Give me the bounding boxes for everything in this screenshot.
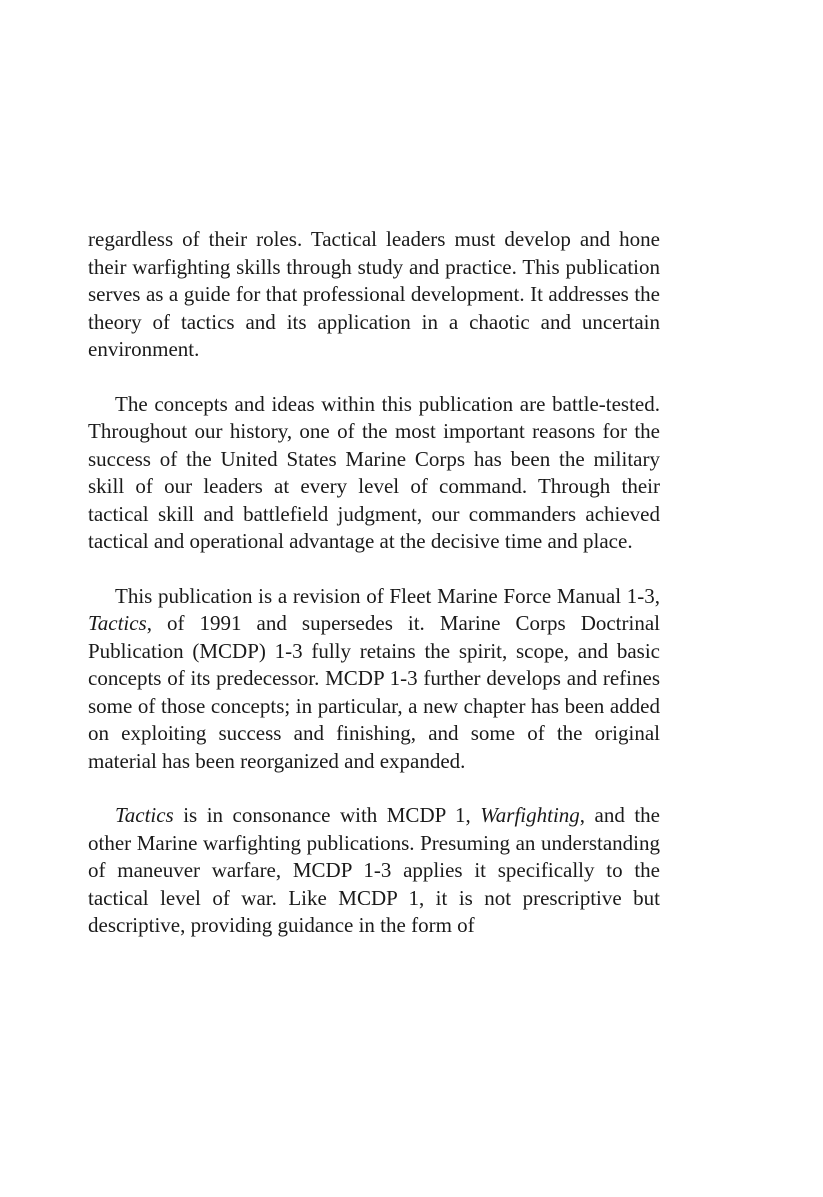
paragraph-4-title-tactics: Tactics <box>115 803 174 827</box>
body-text <box>88 226 660 940</box>
paragraph-2 <box>88 391 660 556</box>
paragraph-1-run-1: regardless of their roles. Tactical leaders must develop and hone their warfighting skills through study and practice. This publication serves as a guide for that professional development. It addresses the theory of tactics and its application in a chaotic and uncertain environment. <box>88 227 660 361</box>
paragraph-2-run-1: The concepts and ideas within this publication are battle-tested. Throughout our history, one of the most important reasons for the success of the United States Marine Corps has been the military skill of our leaders at every level of command. Through their tactical skill and battlefield judgment, our commanders achieved tactical and operational advantage at the decisive time and place. <box>88 391 660 553</box>
paragraph-4-run-4: , and the other Marine warfighting publications. Presuming an understanding of maneuver warfare, MCDP 1-3 applies it specifically to the tactical level of war. Like MCDP 1, it is not prescriptive but descriptive, providing guidance in the form of <box>88 803 660 937</box>
paragraph-4 <box>88 802 660 940</box>
paragraph-3-run-1: This publication is a revision of Fleet Marine Force Manual 1-3, <box>115 583 660 608</box>
paragraph-3-run-3: , of 1991 and supersedes it. Marine Corps Doctrinal Publication (MCDP) 1-3 fully retains the spirit, scope, and basic concepts of its predecessor. MCDP 1-3 further develops and refines some of those concepts; in particular, a new chapter has been added on exploiting success and finishing, and some of the original material has been reorganized and expanded. <box>88 611 660 773</box>
paragraph-1 <box>88 226 660 364</box>
paragraph-3-title-tactics: Tactics <box>88 611 147 635</box>
paragraph-3 <box>88 583 660 776</box>
paragraph-4-title-warfighting: Warfighting <box>480 803 580 827</box>
paragraph-4-run-2: is in consonance with MCDP 1, <box>173 803 481 827</box>
